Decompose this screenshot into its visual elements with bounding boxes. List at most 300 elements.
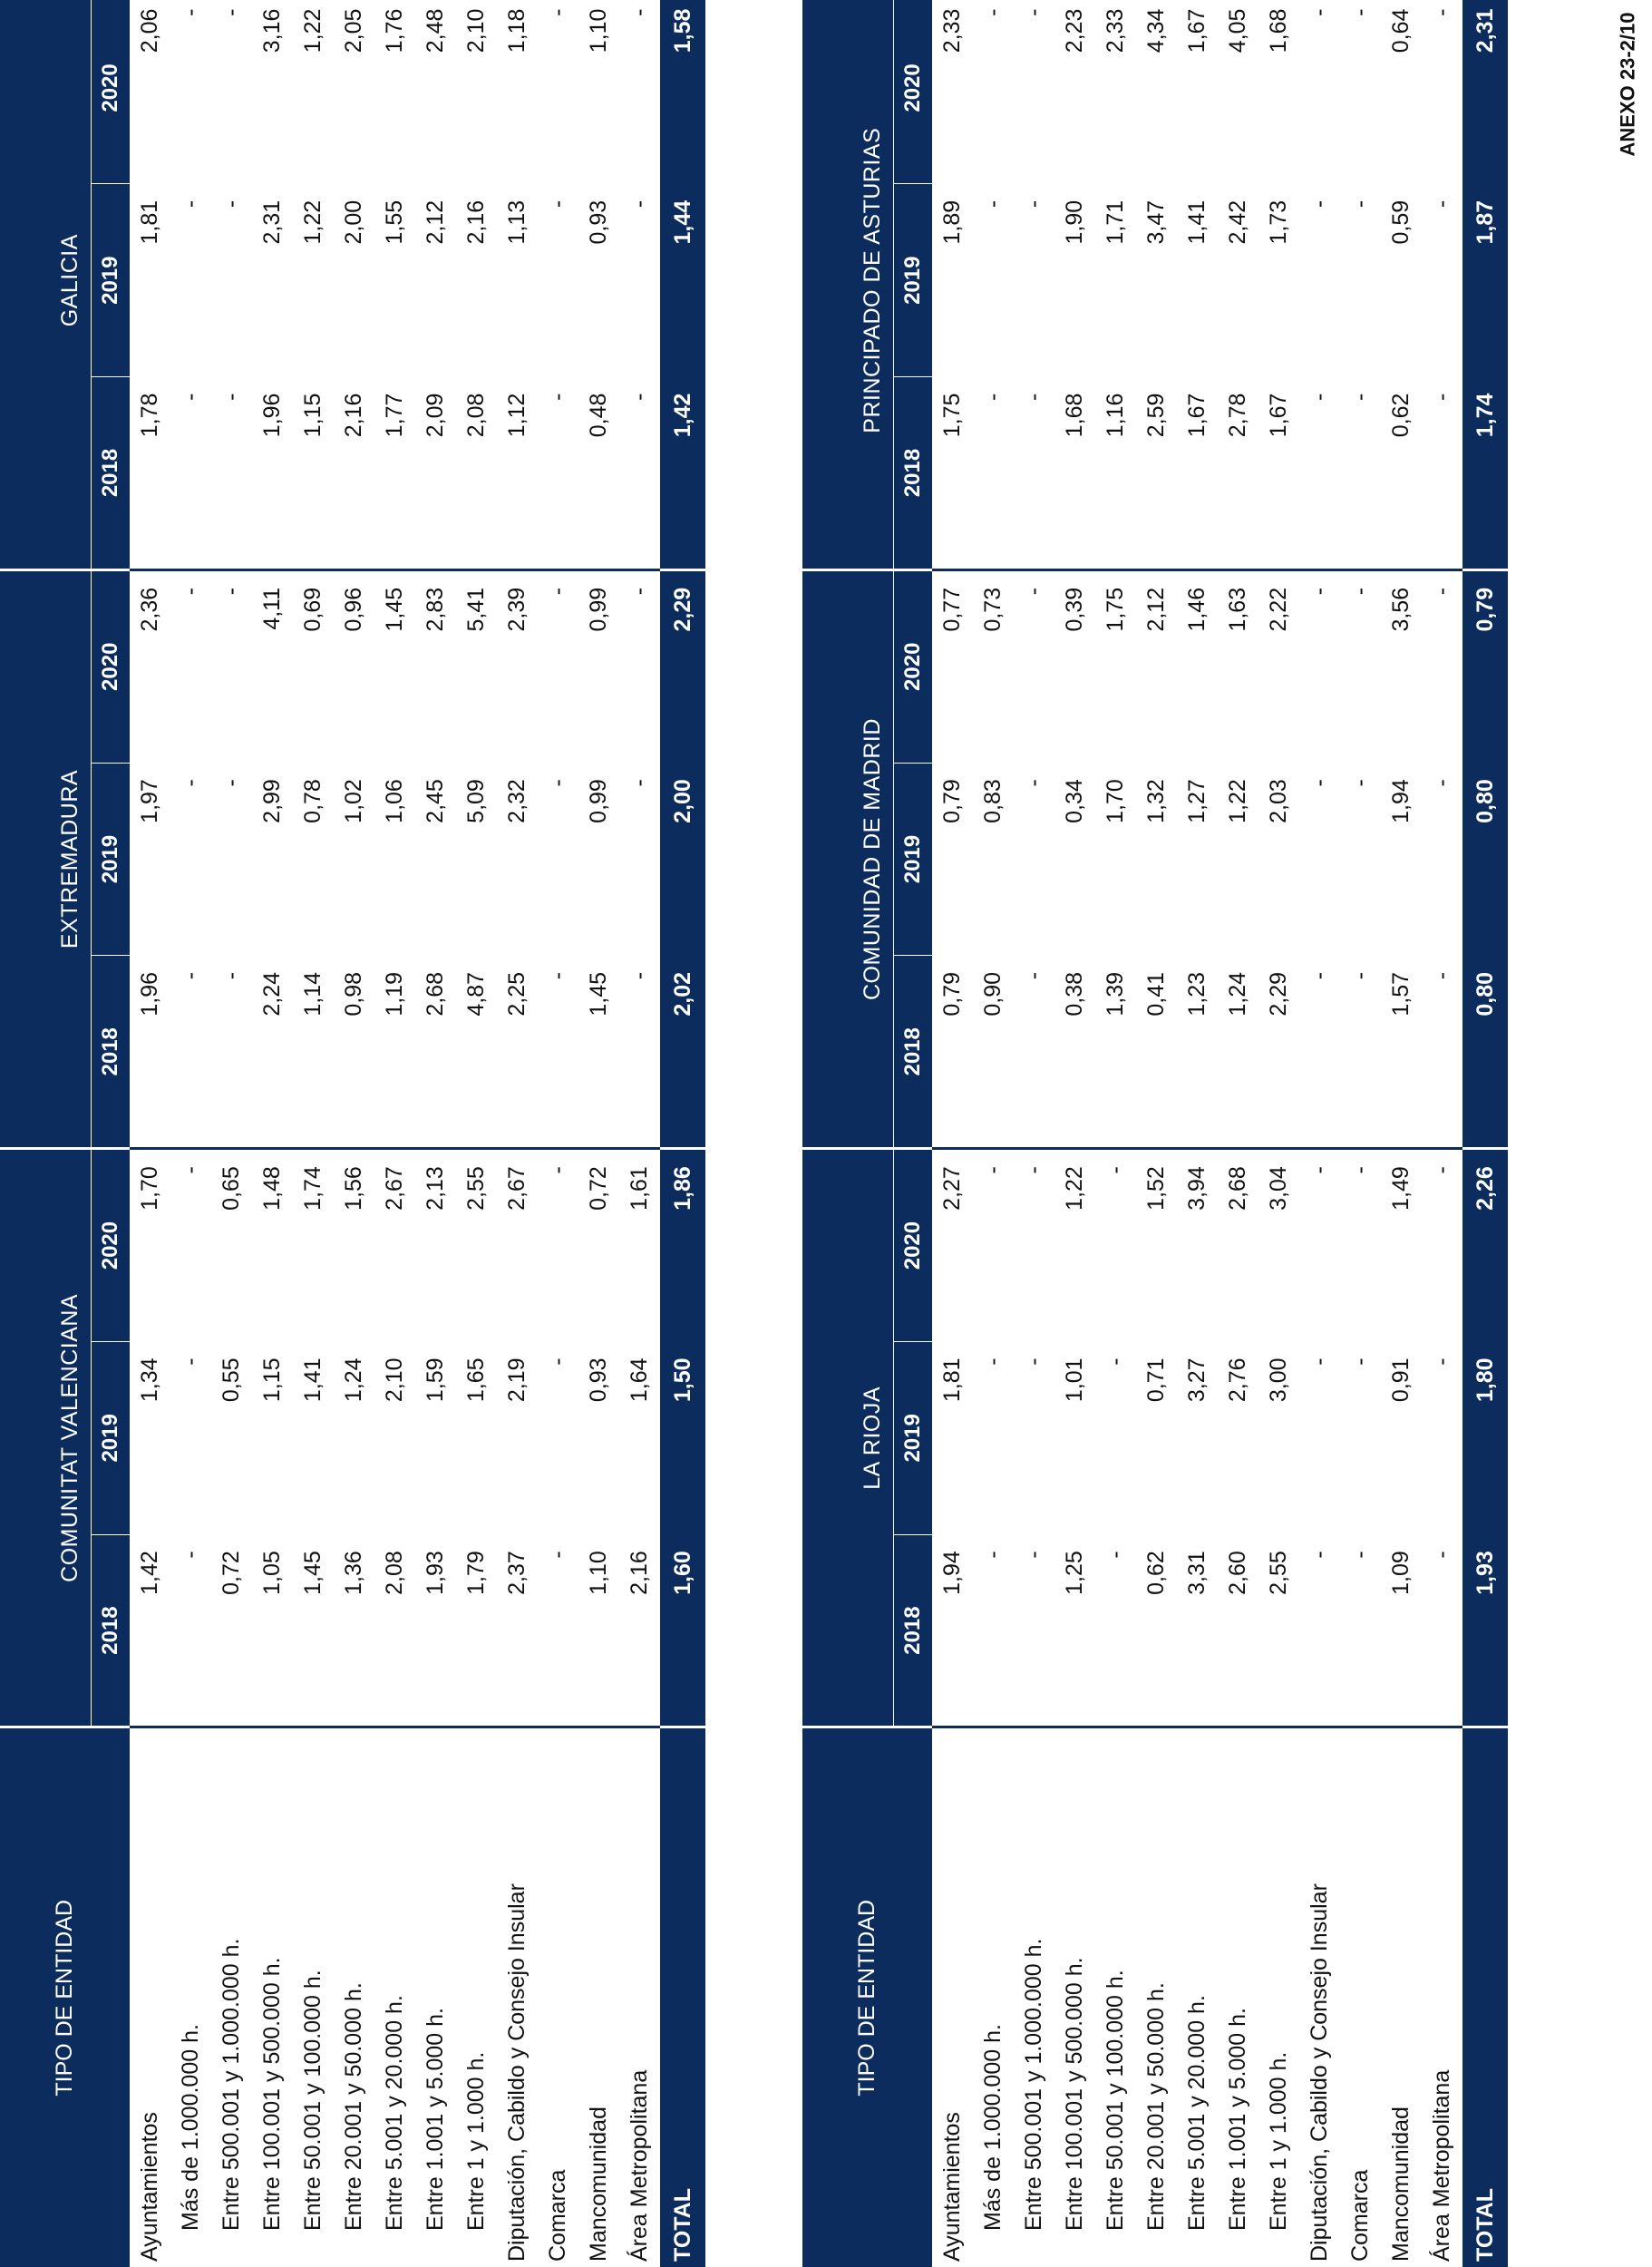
total-cell: 1,50 (660, 1341, 705, 1534)
value-cell: 1,22 (300, 8, 326, 54)
value-cell: 2,48 (423, 8, 448, 54)
value-cell: 2,68 (415, 956, 456, 1149)
value-cell: 2,32 (504, 779, 530, 823)
value-cell: 1,24 (341, 1357, 366, 1403)
value-cell: - (178, 1357, 203, 1366)
row-label: Entre 5.001 y 20.000 h. (1184, 1995, 1210, 2231)
value-cell: - (219, 587, 244, 596)
value-cell: 2,99 (259, 779, 285, 823)
value-cell: - (1021, 8, 1046, 16)
year-header: 2019 (894, 763, 933, 956)
year-header: 2018 (894, 956, 933, 1149)
value-cell: 2,05 (341, 8, 366, 54)
total-label: TOTAL (1463, 1727, 1508, 2267)
value-cell: 1,74 (300, 1166, 326, 1211)
value-cell: 1,76 (382, 8, 407, 54)
value-cell: - (178, 1166, 203, 1174)
value-cell: 1,01 (1062, 1357, 1087, 1403)
value-cell: - (1014, 1534, 1054, 1727)
value-cell: 1,18 (504, 8, 530, 54)
data-table-2 (802, 0, 1508, 2267)
value-cell: 2,10 (463, 8, 489, 54)
table-row (211, 0, 252, 2267)
value-cell: 1,12 (497, 377, 538, 570)
value-cell: 1,65 (463, 1357, 489, 1403)
value-cell: - (973, 377, 1014, 570)
row-label: Comarca (1347, 2169, 1373, 2262)
value-cell: 2,33 (1103, 8, 1128, 54)
value-cell: 1,55 (382, 199, 407, 245)
row-label: Comarca (545, 2169, 570, 2262)
value-cell: 1,97 (137, 779, 162, 823)
annex-label-text: ANEXO 23-2/10 (1616, 12, 1638, 157)
table-row (619, 0, 660, 2267)
total-cell: 2,26 (1463, 1149, 1508, 1342)
value-cell: 1,73 (1266, 199, 1291, 245)
value-cell: - (1347, 779, 1373, 787)
value-cell: - (1307, 199, 1332, 209)
region-header: COMUNIDAD DE MADRID (802, 569, 894, 1148)
value-cell: 3,31 (1177, 1534, 1218, 1727)
value-cell: 2,45 (423, 779, 448, 823)
value-cell: - (1429, 199, 1454, 209)
value-cell: 1,27 (1184, 779, 1210, 823)
value-cell: 2,24 (252, 956, 293, 1149)
value-cell: - (973, 1534, 1014, 1727)
value-cell: 1,45 (382, 587, 407, 632)
year-header: 2018 (92, 956, 131, 1149)
value-cell: 3,04 (1266, 1166, 1291, 1211)
data-table-1 (0, 0, 705, 2267)
value-cell: 0,59 (1388, 199, 1414, 245)
year-header: 2020 (92, 1149, 131, 1342)
type-header: TIPO DE ENTIDAD (802, 1727, 932, 2267)
value-cell: 0,71 (1143, 1357, 1169, 1403)
total-cell: 2,29 (660, 569, 705, 763)
value-cell: 1,42 (130, 1534, 170, 1727)
total-label: TOTAL (660, 1727, 705, 2267)
table-row (1299, 0, 1340, 2267)
value-cell: - (1429, 587, 1454, 596)
value-cell: - (619, 956, 660, 1149)
value-cell: 0,38 (1054, 956, 1095, 1149)
value-cell: 2,37 (497, 1534, 538, 1727)
value-cell: 1,36 (334, 1534, 374, 1727)
value-cell: 2,00 (341, 199, 366, 245)
value-cell: - (1299, 1534, 1340, 1727)
value-cell: 0,73 (980, 587, 1006, 632)
row-label: Ayuntamientos (137, 2112, 162, 2262)
value-cell: - (1103, 1357, 1128, 1366)
value-cell: 4,11 (259, 587, 285, 630)
value-cell: 1,45 (578, 956, 619, 1149)
value-cell: 2,55 (463, 1166, 489, 1211)
table-row (1014, 0, 1054, 2267)
value-cell: 1,81 (939, 1357, 965, 1403)
value-cell: - (1021, 1357, 1046, 1366)
year-header: 2019 (92, 184, 131, 377)
value-cell: - (538, 956, 578, 1149)
table-row (932, 0, 973, 2267)
value-cell: - (545, 1357, 570, 1366)
value-cell: 0,99 (586, 779, 611, 823)
value-cell: 0,93 (586, 199, 611, 245)
value-cell: 1,22 (300, 199, 326, 245)
total-cell: 1,80 (1463, 1341, 1508, 1534)
value-cell: 0,77 (939, 587, 965, 632)
row-label: Entre 1.001 y 5.000 h. (1225, 2007, 1250, 2231)
row-label: Área Metropolitana (1429, 2069, 1454, 2262)
total-cell: 2,02 (660, 956, 705, 1149)
value-cell: - (219, 199, 244, 209)
value-cell: 1,48 (259, 1166, 285, 1211)
table-row (1340, 0, 1381, 2267)
value-cell: 1,81 (137, 199, 162, 245)
value-cell: - (1429, 779, 1454, 787)
value-cell: 0,62 (1136, 1534, 1177, 1727)
year-header: 2019 (92, 763, 131, 956)
year-header: 2018 (894, 377, 933, 570)
value-cell: 1,70 (1103, 779, 1128, 823)
table-row (170, 0, 211, 2267)
value-cell: - (170, 377, 211, 570)
table-row (374, 0, 415, 2267)
value-cell: 0,79 (932, 956, 973, 1149)
value-cell: - (980, 199, 1006, 209)
total-cell: 1,42 (660, 377, 705, 570)
value-cell: 4,34 (1143, 8, 1169, 54)
total-cell: 1,58 (660, 0, 705, 184)
total-cell: 1,44 (660, 184, 705, 377)
total-cell: 2,00 (660, 763, 705, 956)
value-cell: 1,63 (1225, 587, 1250, 632)
table-row (1177, 0, 1218, 2267)
value-cell: 1,22 (1062, 1166, 1087, 1211)
year-header: 2020 (92, 569, 131, 763)
value-cell: 2,08 (456, 377, 497, 570)
value-cell: 5,41 (463, 587, 489, 632)
value-cell: - (980, 1357, 1006, 1366)
value-cell: - (178, 8, 203, 16)
value-cell: - (1095, 1534, 1136, 1727)
total-cell: 1,93 (1463, 1534, 1508, 1727)
value-cell: - (1307, 779, 1332, 787)
value-cell: 0,93 (586, 1357, 611, 1403)
value-cell: 3,47 (1143, 199, 1169, 245)
value-cell: - (1299, 956, 1340, 1149)
value-cell: 2,33 (939, 8, 965, 54)
value-cell: 0,64 (1388, 8, 1414, 54)
value-cell: 2,12 (423, 199, 448, 245)
table-row (334, 0, 374, 2267)
total-cell: 1,60 (660, 1534, 705, 1727)
row-label: Diputación, Cabildo y Consejo Insular (1307, 1883, 1332, 2262)
value-cell: - (1021, 587, 1046, 596)
value-cell: 2,09 (415, 377, 456, 570)
value-cell: 3,94 (1184, 1166, 1210, 1211)
value-cell: - (1299, 377, 1340, 570)
value-cell: 1,67 (1258, 377, 1299, 570)
value-cell: 3,56 (1388, 587, 1414, 632)
value-cell: 1,19 (374, 956, 415, 1149)
total-row (660, 0, 705, 2267)
row-label: Entre 50.001 y 100.000 h. (300, 1970, 326, 2231)
value-cell: 1,09 (1381, 1534, 1422, 1727)
value-cell: 2,03 (1266, 779, 1291, 823)
value-cell: 2,42 (1225, 199, 1250, 245)
total-cell: 1,86 (660, 1149, 705, 1342)
value-cell: - (1014, 377, 1054, 570)
value-cell: 1,94 (932, 1534, 973, 1727)
total-cell: 2,31 (1463, 0, 1508, 184)
total-cell: 0,80 (1463, 956, 1508, 1149)
value-cell: 1,06 (382, 779, 407, 823)
value-cell: 4,87 (456, 956, 497, 1149)
value-cell: - (545, 199, 570, 209)
value-cell: - (627, 199, 652, 209)
value-cell: 1,78 (130, 377, 170, 570)
value-cell: 1,16 (1095, 377, 1136, 570)
table-row (130, 0, 170, 2267)
type-header: TIPO DE ENTIDAD (0, 1727, 130, 2267)
value-cell: 2,67 (504, 1166, 530, 1211)
value-cell: 1,75 (1103, 587, 1128, 632)
value-cell: 0,83 (980, 779, 1006, 823)
table-row (293, 0, 334, 2267)
value-cell: 1,96 (130, 956, 170, 1149)
value-cell: - (545, 779, 570, 787)
value-cell: - (178, 587, 203, 596)
table-row (578, 0, 619, 2267)
value-cell: 1,96 (252, 377, 293, 570)
row-label: Entre 100.001 y 500.000 h. (259, 1957, 285, 2231)
value-cell: 1,94 (1388, 779, 1414, 823)
value-cell: 1,13 (504, 199, 530, 245)
region-header: GALICIA (0, 0, 92, 569)
value-cell: 2,10 (382, 1357, 407, 1403)
row-label: Entre 20.001 y 50.000 h. (341, 1982, 366, 2231)
table-row (415, 0, 456, 2267)
value-cell: 1,93 (415, 1534, 456, 1727)
value-cell: - (545, 8, 570, 16)
value-cell: 5,09 (463, 779, 489, 823)
value-cell: 2,78 (1218, 377, 1258, 570)
value-cell: - (1307, 8, 1332, 16)
year-header: 2019 (92, 1341, 131, 1534)
value-cell: - (627, 8, 652, 16)
value-cell: 0,78 (300, 779, 326, 823)
row-label: Entre 20.001 y 50.000 h. (1143, 1982, 1169, 2231)
value-cell: 0,55 (219, 1357, 244, 1403)
value-cell: - (545, 587, 570, 596)
value-cell: 2,22 (1266, 587, 1291, 632)
year-header: 2019 (894, 1341, 933, 1534)
value-cell: 2,68 (1225, 1166, 1250, 1211)
value-cell: 1,24 (1218, 956, 1258, 1149)
value-cell: 1,59 (423, 1357, 448, 1403)
value-cell: 1,32 (1143, 779, 1169, 823)
table-row (252, 0, 293, 2267)
value-cell: 0,72 (586, 1166, 611, 1211)
region-header: PRINCIPADO DE ASTURIAS (802, 0, 894, 569)
value-cell: 0,41 (1136, 956, 1177, 1149)
value-cell: - (545, 1166, 570, 1174)
value-cell: - (1021, 1166, 1046, 1174)
value-cell: 1,64 (627, 1357, 652, 1403)
value-cell: 2,13 (423, 1166, 448, 1211)
value-cell: 2,16 (619, 1534, 660, 1727)
value-cell: 2,59 (1136, 377, 1177, 570)
table-row (1258, 0, 1299, 2267)
value-cell: 1,41 (300, 1357, 326, 1403)
value-cell: 1,15 (293, 377, 334, 570)
value-cell: - (178, 779, 203, 787)
row-label: Entre 1.001 y 5.000 h. (423, 2007, 448, 2231)
value-cell: 1,68 (1266, 8, 1291, 54)
table-row (1422, 0, 1463, 2267)
value-cell: 3,00 (1266, 1357, 1291, 1403)
year-header: 2020 (894, 569, 933, 763)
value-cell: - (619, 377, 660, 570)
total-cell: 0,80 (1463, 763, 1508, 956)
value-cell: 2,83 (423, 587, 448, 632)
year-header: 2018 (894, 1534, 933, 1727)
value-cell: 0,69 (300, 587, 326, 632)
value-cell: - (1347, 587, 1373, 596)
value-cell: 1,79 (456, 1534, 497, 1727)
row-label: Entre 1 y 1.000 h. (463, 2051, 489, 2231)
value-cell: - (1014, 956, 1054, 1149)
value-cell: 1,49 (1388, 1166, 1414, 1211)
value-cell: - (538, 1534, 578, 1727)
value-cell: - (170, 956, 211, 1149)
value-cell: 2,76 (1225, 1357, 1250, 1403)
value-cell: 2,19 (504, 1357, 530, 1403)
value-cell: 0,65 (219, 1166, 244, 1211)
value-cell: - (1021, 199, 1046, 209)
row-label: Entre 100.001 y 500.000 h. (1062, 1957, 1087, 2231)
value-cell: - (1340, 377, 1381, 570)
value-cell: 1,46 (1184, 587, 1210, 632)
value-cell: 2,08 (374, 1534, 415, 1727)
row-label: Mancomunidad (1388, 2106, 1414, 2262)
value-cell: 1,14 (293, 956, 334, 1149)
table-row (1218, 0, 1258, 2267)
value-cell: - (1347, 199, 1373, 209)
table-row (497, 0, 538, 2267)
value-cell: 2,12 (1143, 587, 1169, 632)
table-row (973, 0, 1014, 2267)
value-cell: 1,41 (1184, 199, 1210, 245)
total-row (1463, 0, 1508, 2267)
value-cell: 3,27 (1184, 1357, 1210, 1403)
region-header: LA RIOJA (802, 1149, 894, 1727)
value-cell: - (1307, 1166, 1332, 1174)
table-row (1095, 0, 1136, 2267)
value-cell: - (1103, 1166, 1128, 1174)
value-cell: - (1429, 8, 1454, 16)
table-row (456, 0, 497, 2267)
value-cell: 1,68 (1054, 377, 1095, 570)
value-cell: 2,27 (939, 1166, 965, 1211)
value-cell: - (627, 587, 652, 596)
value-cell: - (1307, 1357, 1332, 1366)
row-label: Área Metropolitana (627, 2069, 652, 2262)
table-row (1054, 0, 1095, 2267)
region-header: COMUNITAT VALENCIANA (0, 1149, 92, 1727)
value-cell: 1,22 (1225, 779, 1250, 823)
table-block-2 (802, 0, 1498, 2267)
value-cell: 0,90 (973, 956, 1014, 1149)
table-row (538, 0, 578, 2267)
value-cell: 1,02 (341, 779, 366, 823)
row-label: Entre 50.001 y 100.000 h. (1103, 1970, 1128, 2231)
row-label: Más de 1.000.000 h. (178, 2024, 203, 2231)
value-cell: - (980, 8, 1006, 16)
value-cell: 1,23 (1177, 956, 1218, 1149)
value-cell: - (1422, 1534, 1463, 1727)
row-label: Diputación, Cabildo y Consejo Insular (504, 1883, 530, 2262)
region-header: EXTREMADURA (0, 569, 92, 1148)
value-cell: 1,52 (1143, 1166, 1169, 1211)
value-cell: 1,75 (932, 377, 973, 570)
value-cell: 0,79 (939, 779, 965, 823)
row-label: Entre 500.001 y 1.000.000 h. (1021, 1938, 1046, 2231)
year-header: 2020 (894, 1149, 933, 1342)
value-cell: 2,36 (137, 587, 162, 632)
value-cell: 0,99 (586, 587, 611, 632)
value-cell: - (219, 779, 244, 787)
row-label: Entre 500.001 y 1.000.000 h. (219, 1938, 244, 2231)
value-cell: 1,70 (137, 1166, 162, 1211)
value-cell: 1,10 (586, 8, 611, 54)
value-cell: 1,39 (1095, 956, 1136, 1149)
value-cell: 2,67 (382, 1166, 407, 1211)
value-cell: - (1422, 377, 1463, 570)
value-cell: 2,39 (504, 587, 530, 632)
value-cell: 2,23 (1062, 8, 1087, 54)
value-cell: - (1347, 1357, 1373, 1366)
value-cell: - (1340, 1534, 1381, 1727)
value-cell: 0,62 (1381, 377, 1422, 570)
value-cell: - (211, 377, 252, 570)
value-cell: - (1429, 1166, 1454, 1174)
value-cell: 2,16 (334, 377, 374, 570)
annex-label (1609, 0, 1646, 172)
total-cell: 1,87 (1463, 184, 1508, 377)
value-cell: 1,34 (137, 1357, 162, 1403)
value-cell: 0,98 (334, 956, 374, 1149)
value-cell: 1,57 (1381, 956, 1422, 1149)
year-header: 2020 (894, 0, 933, 184)
value-cell: - (1347, 1166, 1373, 1174)
value-cell: 2,31 (259, 199, 285, 245)
year-header: 2019 (894, 184, 933, 377)
value-cell: 3,16 (259, 8, 285, 54)
value-cell: - (1021, 779, 1046, 787)
value-cell: - (627, 779, 652, 787)
value-cell: 0,96 (341, 587, 366, 632)
table-block-1 (0, 0, 695, 2267)
value-cell: 1,77 (374, 377, 415, 570)
row-label: Ayuntamientos (939, 2112, 965, 2262)
value-cell: - (1307, 587, 1332, 596)
value-cell: 1,89 (939, 199, 965, 245)
value-cell: - (1340, 956, 1381, 1149)
value-cell: 0,39 (1062, 587, 1087, 632)
value-cell: 1,45 (293, 1534, 334, 1727)
value-cell: 0,34 (1062, 779, 1087, 823)
